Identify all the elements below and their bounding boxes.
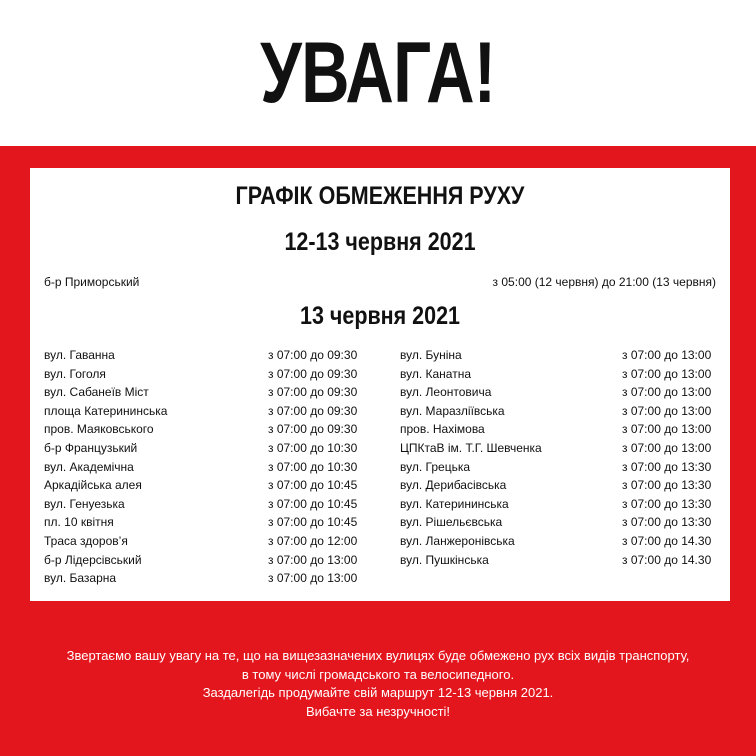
street-name: вул. Леонтовича: [400, 385, 492, 400]
list-item: [44, 458, 358, 477]
footer-line: Заздалегідь продумайте свій маршрут 12-13 червня 2021.: [202, 685, 554, 700]
right-street-list: [400, 346, 712, 569]
street-name: вул. Гоголя: [44, 366, 106, 381]
street-name: вул. Канатна: [400, 366, 472, 381]
street-name: вул. Генуезька: [44, 496, 125, 511]
schedule-panel: [30, 168, 730, 601]
list-item: [44, 439, 358, 458]
left-street-list: [44, 346, 358, 588]
street-name: пл. 10 квітня: [44, 515, 114, 530]
list-item: [44, 383, 358, 402]
street-name: площа Катерининська: [44, 403, 168, 418]
street-name: Траса здоров’я: [44, 533, 128, 548]
time-range: з 07:00 до 13:30: [622, 459, 712, 474]
day-heading: 13 червня 2021: [299, 302, 461, 330]
street-name: вул. Грецька: [400, 459, 471, 474]
time-range: з 07:00 до 10:30: [268, 440, 358, 455]
street-name: Аркадійська алея: [44, 478, 142, 493]
list-item: [400, 495, 712, 514]
schedule-title: ГРАФІК ОБМЕЖЕННЯ РУХУ: [235, 182, 525, 210]
time-range: з 07:00 до 10:45: [268, 478, 358, 493]
list-item: [400, 458, 712, 477]
street-name: вул. Ланжеронівська: [400, 533, 515, 548]
time-range: з 07:00 до 13:00: [622, 385, 712, 400]
general-time: з 05:00 (12 червня) до 21:00 (13 червня): [492, 275, 716, 289]
time-range: з 07:00 до 13:00: [268, 571, 358, 586]
time-range: з 07:00 до 13:00: [622, 440, 712, 455]
street-name: б-р Лідерсівський: [44, 552, 142, 567]
list-item: [400, 551, 712, 570]
street-name: вул. Пушкінська: [400, 552, 489, 567]
street-name: пров. Маяковського: [44, 422, 154, 437]
list-item: [400, 476, 712, 495]
time-range: з 07:00 до 13:00: [268, 552, 358, 567]
footer-line: Звертаємо вашу увагу на те, що на вищезазначених вулицях буде обмежено рух всіх видів транспорту,: [66, 648, 690, 663]
time-range: з 07:00 до 10:45: [268, 496, 358, 511]
general-street: б-р Приморський: [44, 275, 140, 289]
street-name: б-р Французький: [44, 440, 138, 455]
list-item: [400, 513, 712, 532]
list-item: [400, 365, 712, 384]
street-name: вул. Маразліївська: [400, 403, 505, 418]
list-item: [44, 346, 358, 365]
list-item: [400, 532, 712, 551]
list-item: [44, 402, 358, 421]
list-item: [400, 420, 712, 439]
time-range: з 07:00 до 12:00: [268, 533, 358, 548]
time-range: з 07:00 до 09:30: [268, 348, 358, 362]
date-range: 12-13 червня 2021: [284, 228, 476, 256]
time-range: з 07:00 до 10:30: [268, 459, 358, 474]
street-name: вул. Академічна: [44, 459, 134, 474]
time-range: з 07:00 до 14.30: [622, 552, 712, 567]
time-range: з 07:00 до 13:00: [622, 403, 712, 418]
street-name: пров. Нахімова: [400, 422, 485, 437]
headline: УВАГА!: [260, 25, 496, 121]
street-name: вул. Дерибасівська: [400, 478, 507, 493]
time-range: з 07:00 до 13:30: [622, 478, 712, 493]
street-name: вул. Сабанеїв Міст: [44, 385, 149, 400]
street-name: вул. Рішельєвська: [400, 515, 503, 530]
time-range: з 07:00 до 10:45: [268, 515, 358, 530]
list-item: [400, 402, 712, 421]
list-item: [400, 439, 712, 458]
time-range: з 07:00 до 13:00: [622, 348, 712, 362]
list-item: [44, 365, 358, 384]
street-name: вул. Базарна: [44, 571, 117, 586]
header: [0, 0, 756, 146]
time-range: з 07:00 до 09:30: [268, 385, 358, 400]
list-item: [400, 383, 712, 402]
street-name: вул. Катерининська: [400, 496, 509, 511]
time-range: з 07:00 до 13:30: [622, 515, 712, 530]
list-item: [44, 513, 358, 532]
time-range: з 07:00 до 14.30: [622, 533, 712, 548]
list-item: [44, 551, 358, 570]
footer-line: в тому числі громадського та велосипедного.: [241, 666, 515, 682]
list-item: [44, 420, 358, 439]
street-name: вул. Буніна: [400, 348, 462, 362]
time-range: з 07:00 до 09:30: [268, 422, 358, 437]
time-range: з 07:00 до 13:00: [622, 366, 712, 381]
list-item: [44, 569, 358, 588]
general-restriction-row: [44, 275, 716, 289]
street-name: ЦПКтаВ ім. Т.Г. Шевченка: [400, 440, 542, 455]
list-item: [44, 495, 358, 514]
list-item: [400, 346, 712, 365]
footer-line: Вибачте за незручності!: [305, 703, 451, 719]
list-item: [44, 532, 358, 551]
list-item: [44, 476, 358, 495]
time-range: з 07:00 до 09:30: [268, 403, 358, 418]
street-name: вул. Гаванна: [44, 348, 115, 362]
time-range: з 07:00 до 09:30: [268, 366, 358, 381]
footer-notice: [0, 647, 756, 721]
time-range: з 07:00 до 13:00: [622, 422, 712, 437]
time-range: з 07:00 до 13:30: [622, 496, 712, 511]
